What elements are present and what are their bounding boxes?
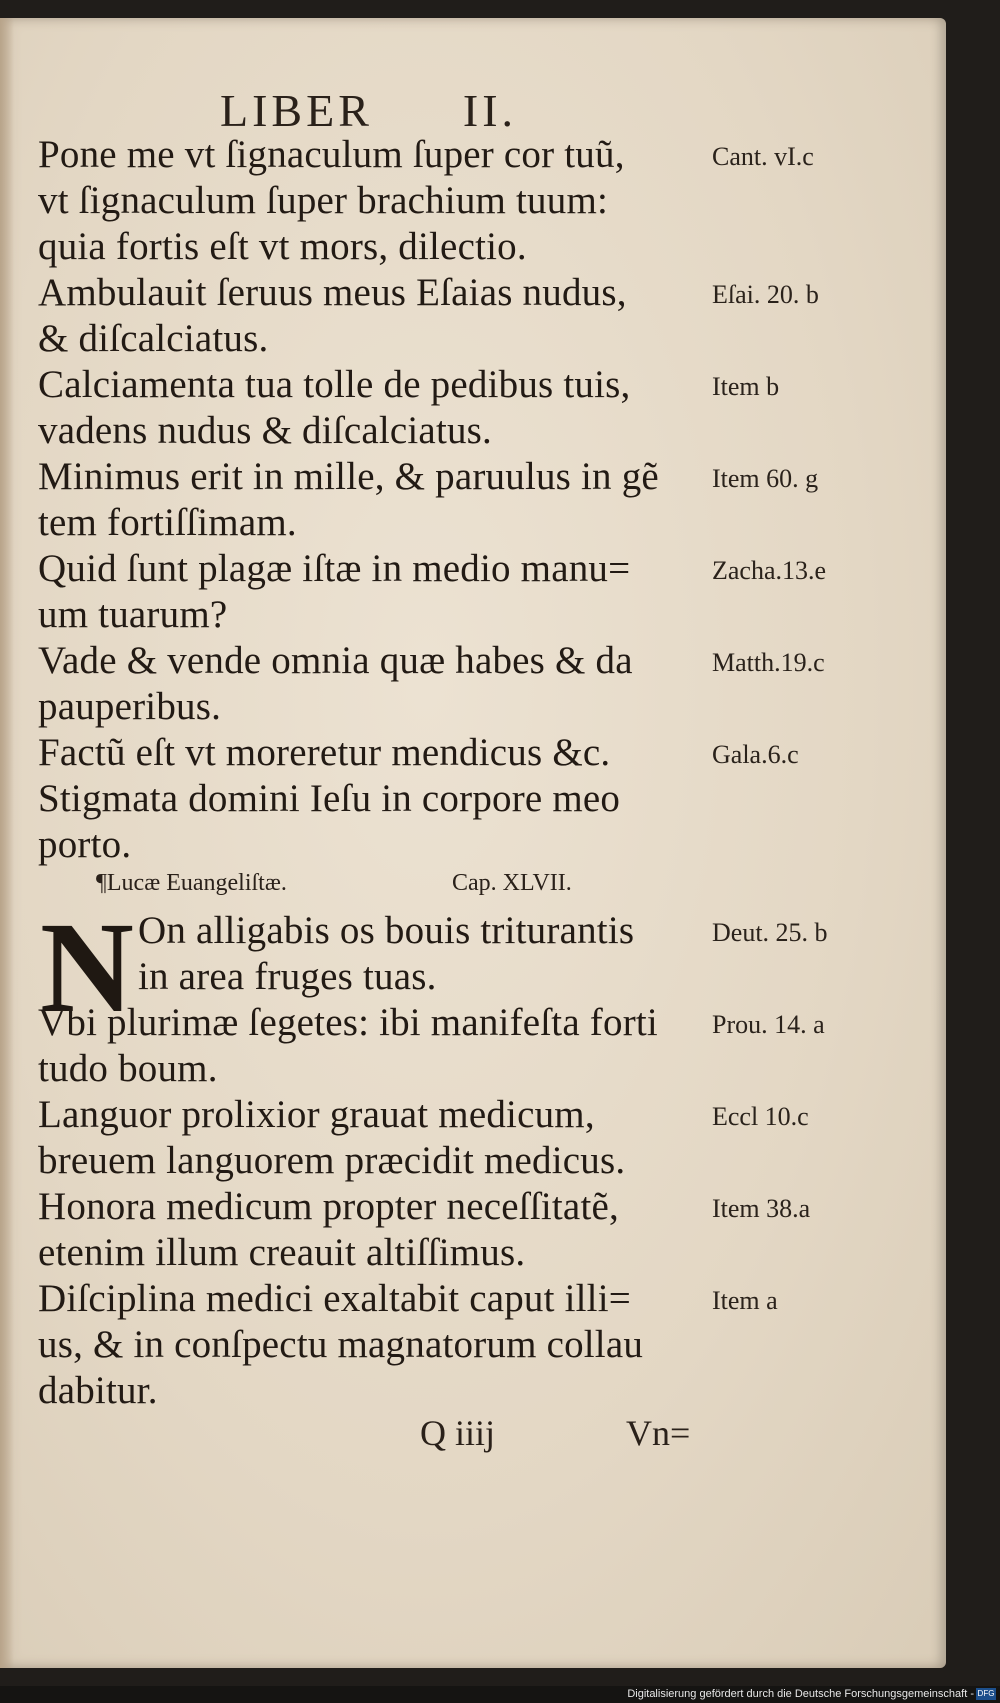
running-head-right: II. — [462, 85, 518, 136]
text-line: Vade & vende omnia quæ habes & da — [38, 639, 633, 682]
text-line: Languor prolixior grauat medicum, — [38, 1093, 595, 1136]
text-line: Stigmata domini Ieſu in corpore meo — [38, 777, 621, 820]
text-line: tem fortiſſimam. — [38, 501, 297, 544]
margin-gloss: Item 38.a — [712, 1194, 811, 1223]
text-line: Diſciplina medici exaltabit caput illi= — [38, 1277, 631, 1320]
text-line: Calciamenta tua tolle de pedibus tuis, — [38, 363, 631, 406]
footer-credit: Digitalisierung gefördert durch die Deutsche Forschungsgemeinschaft - — [627, 1688, 974, 1700]
margin-gloss: Item a — [712, 1286, 778, 1315]
margin-gloss: Item b — [712, 372, 780, 401]
text-line: vt ſignaculum ſuper brachium tuum: — [38, 179, 609, 222]
text-line: quia fortis eſt vt mors, dilectio. — [38, 225, 527, 268]
decorated-initial: N — [40, 896, 134, 1040]
text-line: um tuarum? — [38, 593, 228, 636]
text-line: dabitur. — [38, 1369, 158, 1412]
text-line: On alligabis os bouis triturantis — [138, 909, 635, 952]
text-line: Quid ſunt plagæ iſtæ in medio manu= — [38, 547, 631, 590]
text-line: breuem languorem præcidit medicus. — [38, 1139, 626, 1182]
margin-gloss: Prou. 14. a — [712, 1010, 825, 1039]
margin-gloss: Zacha.13.e — [712, 556, 827, 585]
text-line: Pone me vt ſignaculum ſuper cor tuũ, — [38, 133, 625, 176]
text-line: Minimus erit in mille, & paruulus in gẽ — [38, 455, 659, 498]
text-line: pauperibus. — [38, 685, 222, 728]
text-line: Honora medicum propter neceſſitatẽ, — [38, 1185, 619, 1228]
margin-gloss: Matth.19.c — [712, 648, 825, 677]
page-gutter-shadow — [0, 18, 14, 1668]
margin-gloss: Eſai. 20. b — [712, 280, 819, 309]
text-line: us, & in conſpectu magnatorum collau — [38, 1323, 644, 1366]
margin-gloss: Eccl 10.c — [712, 1102, 809, 1131]
margin-gloss: Cant. vI.c — [712, 142, 814, 171]
text-line: etenim illum creauit altiſſimus. — [38, 1231, 526, 1274]
text-line: & diſcalciatus. — [38, 317, 269, 360]
margin-gloss: Item 60. g — [712, 464, 819, 493]
text-line: tudo boum. — [38, 1047, 218, 1090]
text-line: in area fruges tuas. — [138, 955, 437, 998]
catchword: Vn= — [626, 1413, 691, 1453]
text-line: vadens nudus & diſcalciatus. — [38, 409, 493, 452]
section-title: ¶Lucæ Euangeliſtæ. — [96, 870, 287, 896]
running-head-left: LIBER — [220, 85, 373, 136]
running-head — [220, 84, 607, 137]
margin-gloss: Gala.6.c — [712, 740, 799, 769]
text-line: porto. — [38, 823, 132, 866]
text-line: Ambulauit ſeruus meus Eſaias nudus, — [38, 271, 627, 314]
margin-gloss: Deut. 25. b — [712, 918, 828, 947]
chapter-number: Cap. XLVII. — [452, 870, 572, 896]
text-line: Factũ eſt vt moreretur mendicus &c. — [38, 731, 611, 774]
dfg-logo-icon: DFG — [977, 1689, 995, 1698]
text-line: Vbi plurimæ ſegetes: ibi manifeſta forti — [38, 1001, 658, 1044]
signature-mark: Q iiij — [420, 1413, 496, 1453]
